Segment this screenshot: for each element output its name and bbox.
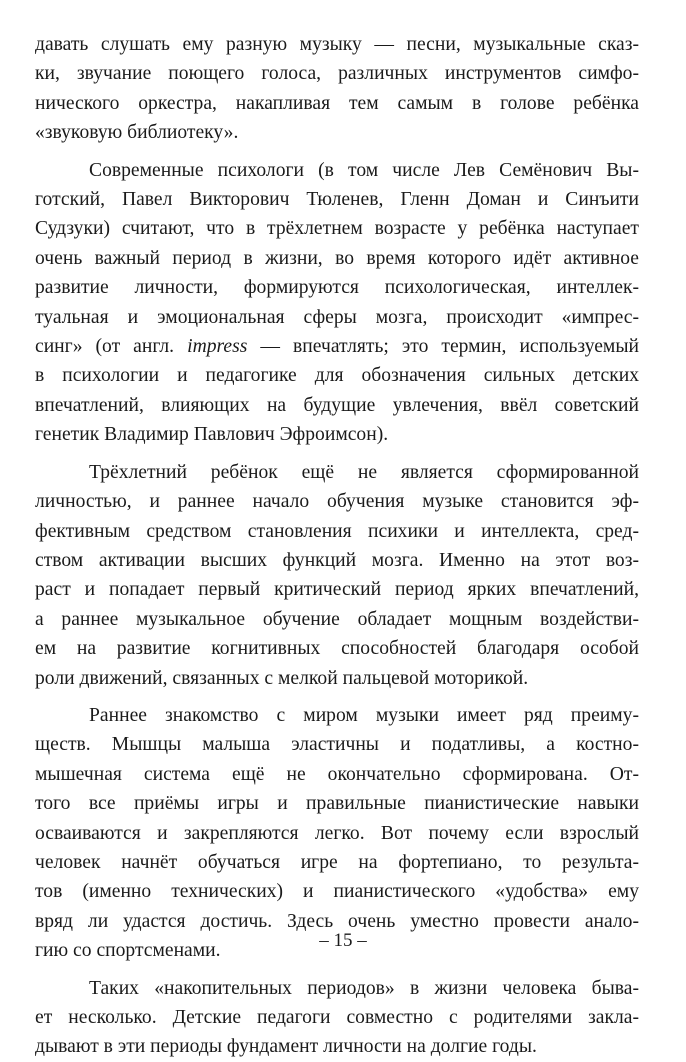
text-line: Трёхлетний ребёнок ещё не является сформированной — [89, 461, 639, 483]
paragraph — [35, 156, 639, 450]
text-line: «звуковую библиотеку». — [35, 122, 239, 144]
text-line: дывают в эти периоды фундамент личности на долгие годы. — [35, 1036, 537, 1058]
text-line: ки, звучание поющего голоса, различных инструментов симфо- — [35, 63, 639, 85]
text-line: впечатлений, влияющих на будущие увлечения, ввёл советский — [35, 394, 639, 416]
text-line: Современные психологи (в том числе Лев Семёнович Вы- — [89, 159, 639, 181]
body-text — [35, 30, 639, 1062]
paragraph — [35, 30, 639, 148]
text-line: осваиваются и закрепляются легко. Вот почему если взрослый — [35, 822, 639, 844]
text-line: тов (именно технических) и пианистического «удобства» ему — [35, 881, 639, 903]
text-line: генетик Владимир Павлович Эфроимсон). — [35, 424, 389, 446]
paragraph — [35, 458, 639, 693]
text-line: давать слушать ему разную музыку — песни, музыкальные сказ- — [35, 34, 639, 55]
text-fragment: синг» (от англ. — [35, 336, 188, 358]
text-line: ет несколько. Детские педагоги совместно с родителями закла- — [35, 1007, 639, 1028]
text-line: роли движений, связанных с мелкой пальцевой моторикой. — [35, 667, 529, 689]
text-line: Таких «накопительных периодов» в жизни человека быва- — [89, 977, 639, 999]
text-line: раст и попадает первый критический период ярких впечатлений, — [35, 579, 639, 601]
text-line: человек начнёт обучаться игре на фортепиано, то результа- — [35, 851, 639, 873]
text-line: туальная и эмоциональная сферы мозга, происходит «импрес- — [35, 306, 639, 328]
page-number: – 15 – — [319, 930, 367, 951]
text-line: Раннее знакомство с миром музыки имеет ряд преиму- — [89, 704, 639, 726]
italic-term: impress — [187, 336, 248, 358]
text-line: нического оркестра, накапливая тем самым в голове ребёнка — [35, 92, 639, 114]
text-line: ством активации высших функций мозга. Именно на этот воз- — [35, 549, 639, 571]
text-line: Судзуки) считают, что в трёхлетнем возрасте у ребёнка наступает — [35, 218, 639, 240]
text-line: того все приёмы игры и правильные пианистические навыки — [35, 793, 639, 815]
text-line: ем на развитие когнитивных способностей благодаря особой — [35, 638, 639, 660]
text-line: развитие личности, формируются психологическая, интеллек- — [35, 277, 639, 299]
text-line: вряд ли удастся достичь. Здесь очень уместно провести анало- — [35, 910, 639, 932]
paragraph — [35, 701, 639, 966]
text-line: фективным средством становления психики и интеллекта, сред- — [35, 520, 639, 542]
text-line: ществ. Мышцы малыша эластичны и податливы, а костно- — [35, 734, 639, 756]
text-line — [35, 332, 639, 361]
text-line: очень важный период в жизни, во время которого идёт активное — [35, 247, 639, 269]
text-fragment: — впечатлять; это термин, используемый — [247, 336, 639, 358]
text-line: в психологии и педагогике для обозначения сильных детских — [35, 365, 639, 387]
text-line: мышечная система ещё не окончательно сформирована. От- — [35, 763, 639, 785]
text-line: личностью, и раннее начало обучения музыке становится эф- — [35, 491, 639, 513]
paragraph — [35, 974, 639, 1062]
text-line: готский, Павел Викторович Тюленев, Гленн Доман и Синъити — [35, 189, 639, 211]
text-line: а раннее музыкальное обучение обладает мощным воздействи- — [35, 608, 639, 630]
text-line: гию со спортсменами. — [35, 940, 221, 962]
